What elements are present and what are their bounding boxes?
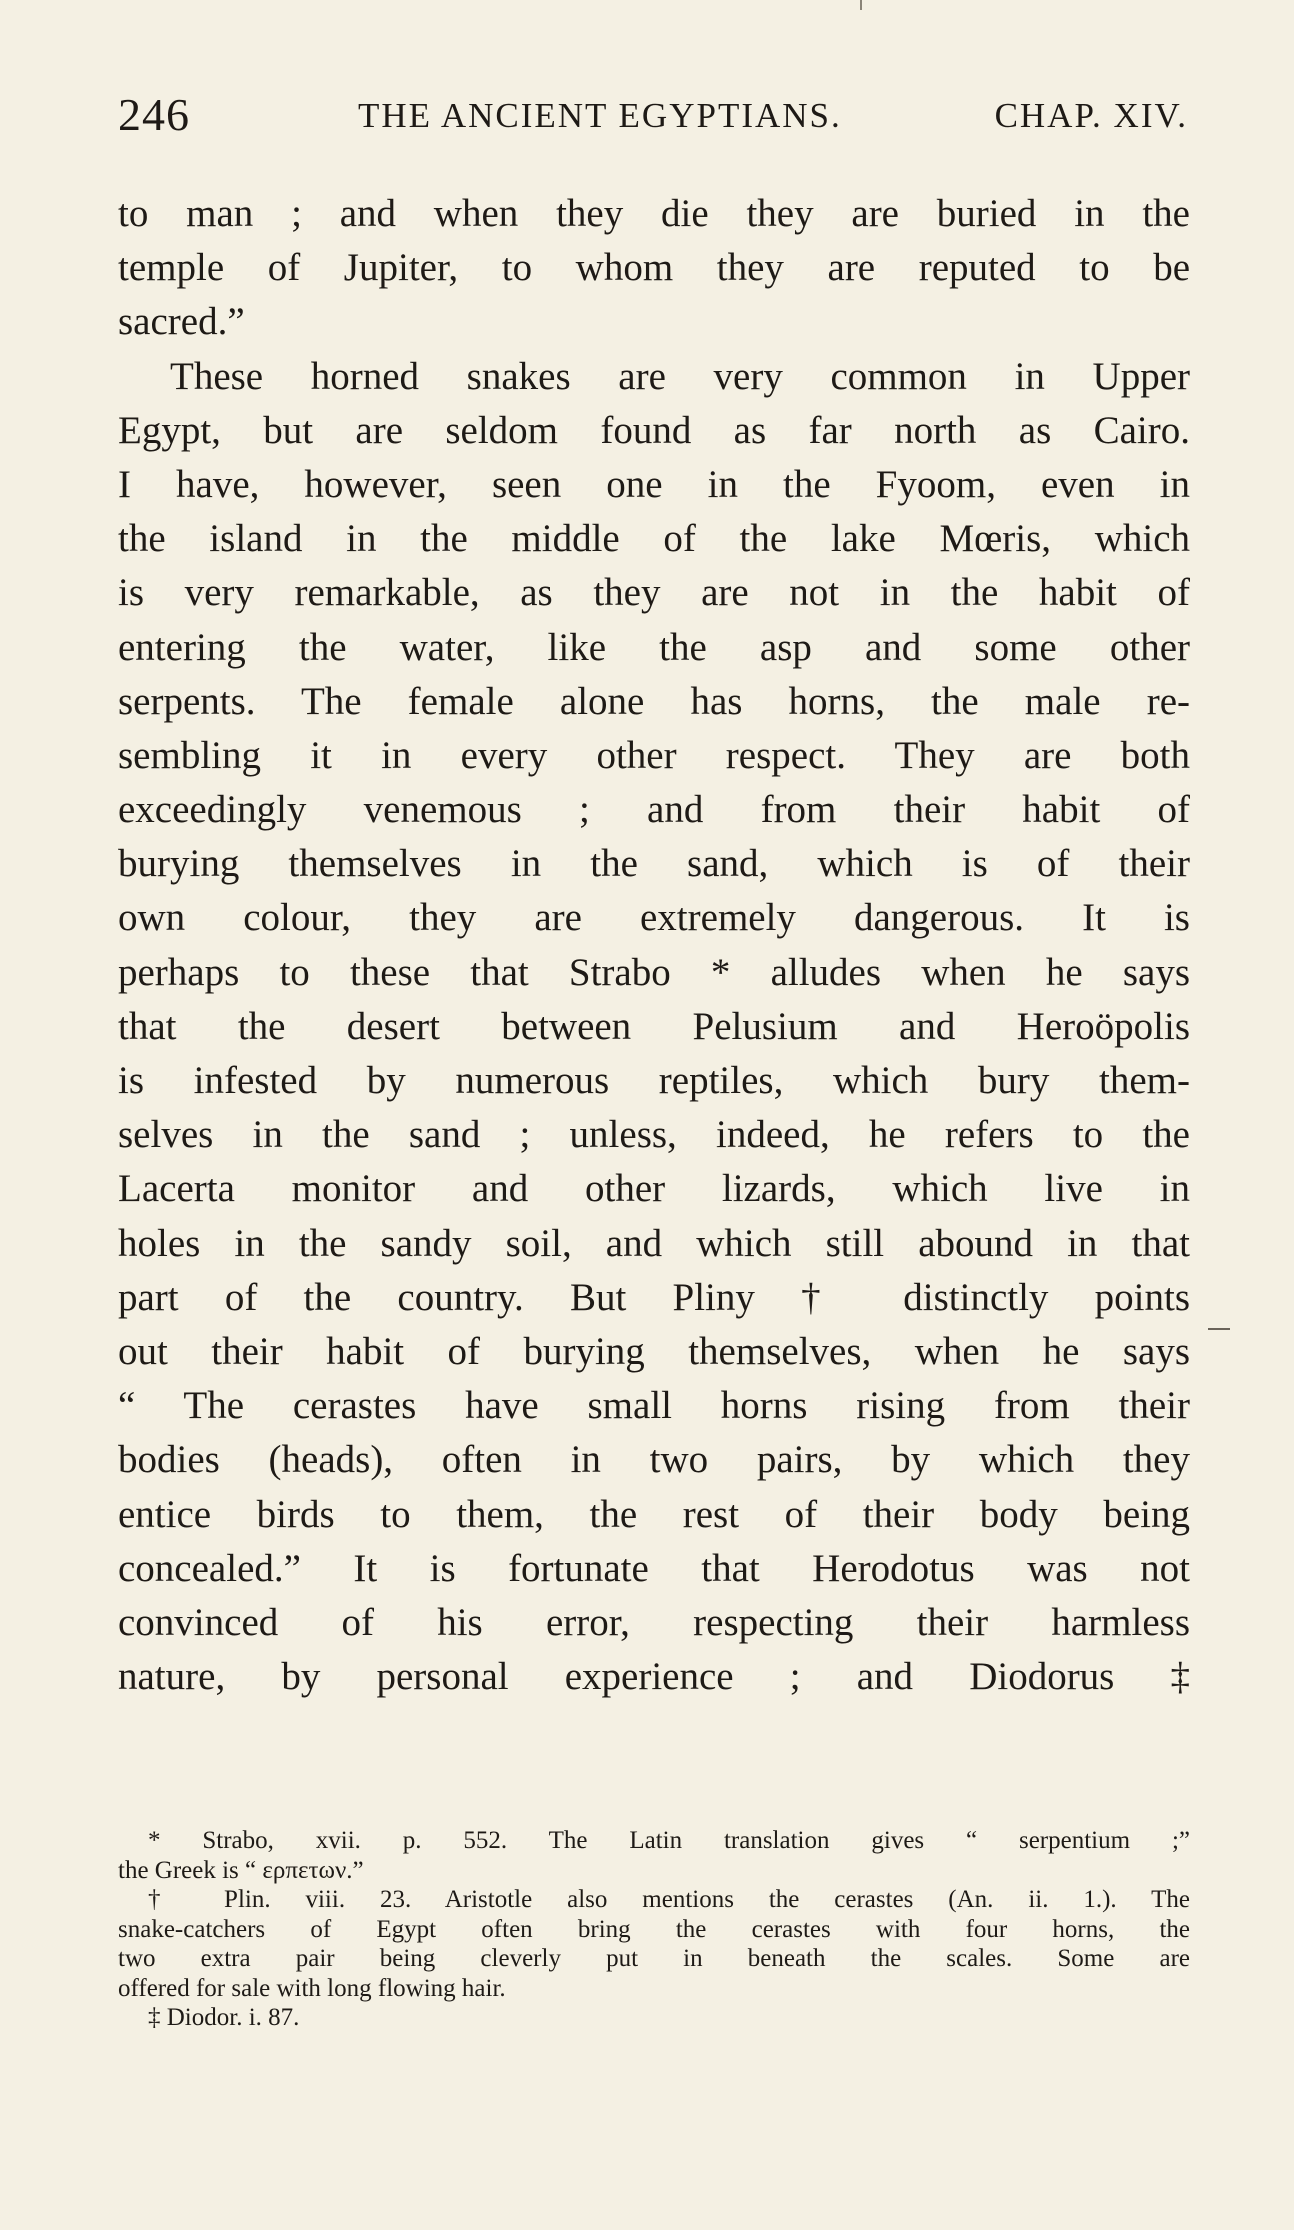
- footnote-line: offered for sale with long flowing hair.: [118, 1974, 506, 2002]
- body-line: “ The cerastes have small horns rising from their: [118, 1384, 1190, 1428]
- body-line: is infested by numerous reptiles, which bury them-: [118, 1059, 1190, 1102]
- body-line: exceedingly venemous ; and from their habit of: [118, 788, 1190, 832]
- footnote-line: the Greek is “ ερπετων.”: [118, 1856, 364, 1884]
- body-line: own colour, they are extremely dangerous. It is: [118, 896, 1190, 940]
- body-line: convinced of his error, respecting their harmless: [118, 1600, 1190, 1644]
- body-text: [118, 187, 1190, 1704]
- body-line: nature, by personal experience ; and Diodorus ‡: [118, 1655, 1190, 1699]
- body-line: serpents. The female alone has horns, the male re-: [118, 679, 1190, 723]
- body-line: entering the water, like the asp and some other: [118, 625, 1190, 669]
- body-line: holes in the sandy soil, and which still abound in that: [118, 1221, 1190, 1265]
- body-line: concealed.” It is fortunate that Herodotus was not: [118, 1546, 1190, 1590]
- body-line: out their habit of burying themselves, when he says: [118, 1329, 1190, 1373]
- body-line: sacred.”: [118, 300, 245, 344]
- body-line: burying themselves in the sand, which is of their: [118, 842, 1190, 886]
- body-line: bodies (heads), often in two pairs, by which they: [118, 1438, 1190, 1482]
- margin-print-mark: [1208, 1328, 1230, 1330]
- running-title: THE ANCIENT EGYPTIANS.: [358, 96, 842, 135]
- footnote-line: snake-catchers of Egypt often bring the cerastes with four horns, the: [118, 1915, 1190, 1943]
- chapter-label: CHAP. XIV.: [994, 96, 1188, 135]
- body-line: part of the country. But Pliny † distinctly points: [118, 1275, 1190, 1319]
- footnotes: [118, 1826, 1190, 2033]
- body-line: the island in the middle of the lake Mœris, which: [118, 517, 1190, 561]
- footnote-line: † Plin. viii. 23. Aristotle also mentions the cerastes (An. ii. 1.). The: [148, 1886, 1190, 1913]
- body-line: Egypt, but are seldom found as far north as Cairo.: [118, 408, 1190, 452]
- footnote-line: ‡ Diodor. i. 87.: [148, 2004, 300, 2031]
- body-line: I have, however, seen one in the Fyoom, even in: [118, 462, 1190, 506]
- footnote-line: two extra pair being cleverly put in beneath the scales. Some are: [118, 1945, 1190, 1972]
- page-number: 246: [118, 89, 190, 140]
- footnote-line: * Strabo, xvii. p. 552. The Latin translation gives “ serpentium ;”: [148, 1827, 1190, 1854]
- print-mark-top: [860, 0, 862, 10]
- body-line: selves in the sand ; unless, indeed, he refers to the: [118, 1113, 1190, 1157]
- body-line: temple of Jupiter, to whom they are reputed to be: [118, 246, 1190, 290]
- body-line: that the desert between Pelusium and Heroöpolis: [118, 1004, 1190, 1048]
- body-line: to man ; and when they die they are buried in the: [118, 192, 1190, 235]
- body-line: sembling it in every other respect. They are both: [118, 733, 1190, 777]
- body-line: perhaps to these that Strabo * alludes when he says: [118, 950, 1190, 994]
- body-line: entice birds to them, the rest of their body being: [118, 1492, 1190, 1536]
- page-header: [118, 88, 1188, 148]
- body-line: These horned snakes are very common in Upper: [170, 354, 1190, 398]
- body-line: is very remarkable, as they are not in the habit of: [118, 571, 1190, 615]
- body-line: Lacerta monitor and other lizards, which live in: [118, 1167, 1190, 1211]
